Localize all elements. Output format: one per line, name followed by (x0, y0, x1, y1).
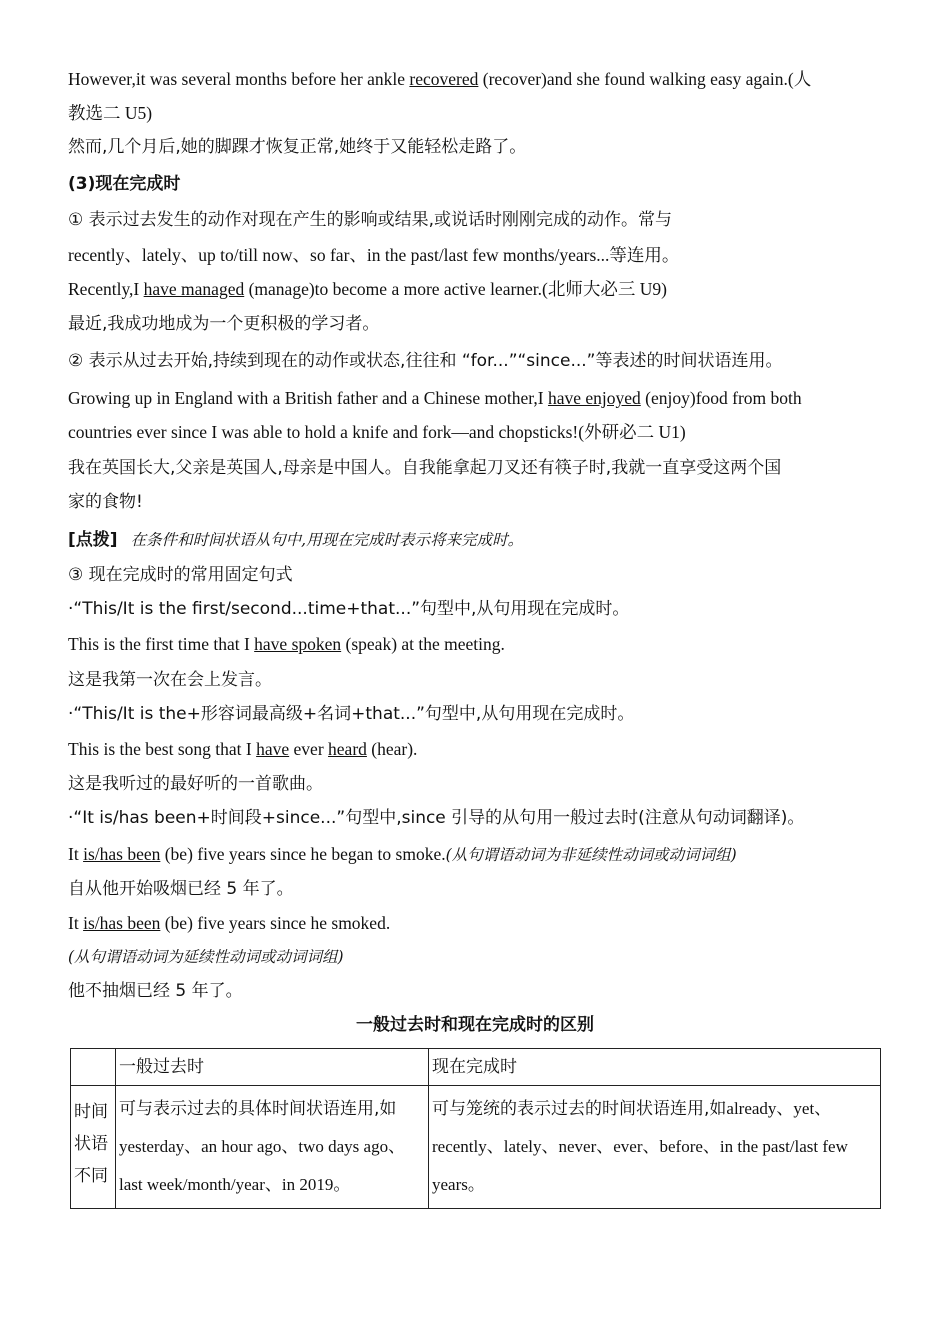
text: However,it was several months before her ankle (68, 69, 410, 89)
text: already、yet、recently、lately、never、ever、before、in the past/last few years。 (432, 1099, 848, 1194)
comparison-table (70, 1048, 881, 1209)
header-simple-past: 一般过去时 (116, 1049, 429, 1086)
example-2-translation-2: 家的食物! (68, 492, 143, 512)
pattern-since-rule: ·“It is/has been+时间段+since...”句型中,since 引导的从句用一般过去时(注意从句动词翻译)。 (68, 808, 805, 828)
text: Growing up in England with a British father and a Chinese mother,I (68, 388, 548, 408)
answer-have: have (256, 739, 290, 759)
answer-is-has-been: is/has been (83, 844, 161, 864)
pattern-first-time-example (68, 631, 890, 657)
pattern-first-time-rule: ·“This/It is the first/second...time+that...”句型中,从句用现在完成时。 (68, 599, 630, 619)
cell-simple-past-usage (116, 1086, 429, 1209)
pattern-superlative-rule: ·“This/It is the+形容词最高级+名词+that...”句型中,从句用现在完成时。 (68, 704, 635, 724)
pattern-since-example-1 (68, 841, 890, 868)
text: ever (289, 739, 329, 759)
pattern-since-translation-1: 自从他开始吸烟已经 5 年了。 (68, 879, 294, 899)
text: (be) five years since he smoked. (160, 913, 391, 933)
pattern-superlative-translation: 这是我听过的最好听的一首歌曲。 (68, 774, 323, 794)
table-title: 一般过去时和现在完成时的区别 (356, 1015, 594, 1035)
text: It (68, 913, 84, 933)
text: (be) five years since he began to smoke. (160, 844, 446, 864)
pattern-since-note-2: (从句谓语动词为延续性动词或动词词组) (68, 948, 344, 966)
example-2-line-2: countries ever since I was able to hold a knife and fork—and chopsticks!(外研必二 U1) (68, 422, 686, 442)
answer-heard: heard (328, 739, 367, 759)
text: 可与表示过去的具体时间状语连用, (119, 1099, 380, 1119)
pattern-first-time-translation: 这是我第一次在会上发言。 (68, 670, 272, 690)
text: (speak) at the meeting. (341, 634, 505, 654)
text: yesterday、an hour ago、two days ago、last week/month/year、in 2019。 (119, 1137, 406, 1194)
text: This is the first time that I (68, 634, 255, 654)
text: 可与笼统的表示过去的时间状语连用,如 (432, 1099, 727, 1119)
tip-text: 在条件和时间状语从句中,用现在完成时表示将来完成时。 (130, 531, 524, 549)
point-1-rule: ① 表示过去发生的动作对现在产生的影响或结果,或说话时刚刚完成的动作。常与 (68, 210, 673, 230)
point-1-adverbials: recently、lately、up to/till now、so far、in the past/last few months/years...等连用。 (68, 245, 680, 265)
text: Recently,I (68, 279, 144, 299)
pattern-since-example-2 (68, 910, 890, 936)
point-3-heading: ③ 现在完成时的常用固定句式 (68, 565, 293, 585)
example-2-translation-1: 我在英国长大,父亲是英国人,母亲是中国人。自我能拿起刀叉还有筷子时,我就一直享受这两个国 (68, 458, 782, 478)
section-heading-present-perfect: (3)现在完成时 (68, 174, 181, 194)
answer-recovered: recovered (409, 69, 479, 89)
text: (recover)and she found walking easy again.(人 (478, 69, 812, 89)
answer-have-enjoyed: have enjoyed (547, 388, 641, 408)
header-cell-empty (71, 1049, 116, 1086)
text: (hear). (366, 739, 418, 759)
example-2-line-1 (68, 385, 890, 411)
header-present-perfect: 现在完成时 (429, 1049, 881, 1086)
table-row (71, 1086, 881, 1209)
table-header-row (71, 1049, 881, 1086)
tip-label: [点拨] (68, 530, 118, 550)
text: (manage)to become a more active learner.(北师大必三 U9) (244, 279, 667, 299)
text: 如 (379, 1099, 397, 1119)
pattern-since-translation-2: 他不抽烟已经 5 年了。 (68, 981, 243, 1001)
row-label-time-adverbials: 时间状语不同 (71, 1086, 116, 1209)
text: It (68, 844, 84, 864)
answer-is-has-been: is/has been (83, 913, 161, 933)
point-2-rule: ② 表示从过去开始,持续到现在的动作或状态,往往和 “for...”“since...”等表述的时间状语连用。 (68, 351, 783, 371)
text: This is the best song that I (68, 739, 257, 759)
answer-have-managed: have managed (143, 279, 245, 299)
example-1 (68, 276, 890, 302)
intro-example-line-2: 教选二 U5) (68, 103, 153, 123)
example-1-translation: 最近,我成功地成为一个更积极的学习者。 (68, 314, 380, 334)
intro-translation: 然而,几个月后,她的脚踝才恢复正常,她终于又能轻松走路了。 (68, 137, 527, 157)
pattern-superlative-example (68, 736, 890, 762)
intro-example-line-1 (68, 66, 890, 92)
cell-present-perfect-usage (429, 1086, 881, 1209)
tip-line (68, 526, 890, 553)
answer-have-spoken: have spoken (254, 634, 342, 654)
note: (从句谓语动词为非延续性动词或动词词组) (445, 846, 737, 864)
text: (enjoy)food from both (640, 388, 802, 408)
